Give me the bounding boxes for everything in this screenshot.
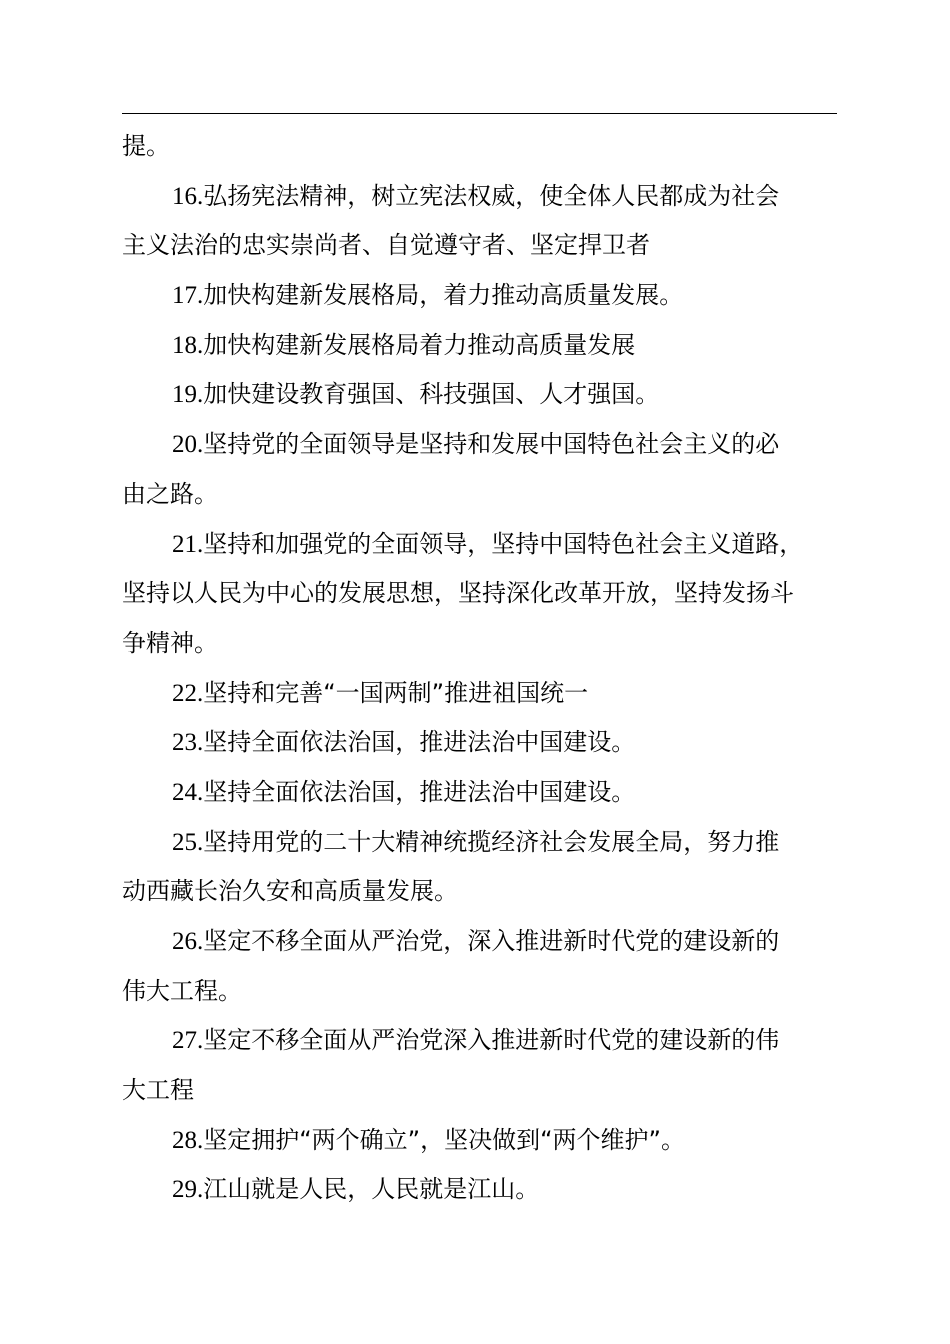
item-number: 21. — [172, 530, 204, 558]
line-text: 坚定不移全面从严治党深入推进新时代党的建设新的伟 — [203, 1026, 780, 1055]
item-number: 17. — [172, 282, 204, 310]
line-text: 坚持全面依法治国，推进法治中国建设。 — [203, 728, 636, 757]
paragraph-line — [122, 768, 837, 818]
paragraph-line — [122, 1066, 837, 1116]
paragraph-line — [122, 221, 837, 271]
paragraph-line — [122, 271, 837, 321]
line-text: 动西藏长治久安和高质量发展。 — [122, 877, 458, 906]
line-text: 弘扬宪法精神，树立宪法权威，使全体人民都成为社会 — [203, 181, 780, 210]
paragraph-line — [122, 172, 837, 222]
paragraph-line — [122, 867, 837, 917]
paragraph-line — [122, 619, 837, 669]
line-text: 坚定不移全面从严治党，深入推进新时代党的建设新的 — [203, 927, 780, 955]
line-text: 加快构建新发展格局着力推动高质量发展 — [203, 330, 636, 359]
line-text: 坚持和加强党的全面领导，坚持中国特色社会主义道路， — [203, 529, 804, 558]
paragraph-line — [122, 569, 837, 619]
paragraph-line — [122, 967, 837, 1017]
line-text: 坚持和完善“一国两制”推进祖国统一 — [203, 678, 589, 707]
item-number: 29. — [172, 1176, 204, 1204]
line-text: 加快构建新发展格局，着力推动高质量发展。 — [203, 281, 684, 310]
paragraph-line — [122, 669, 837, 719]
line-text: 坚持以人民为中心的发展思想，坚持深化改革开放，坚持发扬斗 — [122, 579, 794, 608]
paragraph-line — [122, 1016, 837, 1066]
line-text: 坚持用党的二十大精神统揽经济社会发展全局，努力推 — [203, 827, 780, 856]
item-number: 28. — [172, 1126, 204, 1154]
item-number: 16. — [172, 182, 204, 210]
document-body — [122, 122, 837, 1215]
line-text: 大工程 — [122, 1076, 194, 1105]
paragraph-line — [122, 321, 837, 371]
item-number: 22. — [172, 679, 204, 707]
line-text: 坚定拥护“两个确立”，坚决做到“两个维护”。 — [203, 1125, 685, 1154]
line-text: 主义法治的忠实崇尚者、自觉遵守者、坚定捍卫者 — [122, 231, 650, 260]
paragraph-line — [122, 470, 837, 520]
paragraph-line — [122, 1116, 837, 1166]
paragraph-line — [122, 818, 837, 868]
item-number: 24. — [172, 778, 204, 806]
line-text: 由之路。 — [122, 479, 218, 508]
paragraph-line — [122, 718, 837, 768]
item-number: 19. — [172, 381, 204, 409]
line-text: 坚持党的全面领导是坚持和发展中国特色社会主义的必 — [203, 430, 780, 459]
line-text: 加快建设教育强国、科技强国、人才强国。 — [203, 380, 660, 409]
header-rule — [122, 113, 837, 114]
paragraph-line — [122, 122, 837, 172]
line-text: 提。 — [122, 132, 170, 160]
item-number: 18. — [172, 331, 204, 359]
line-text: 争精神。 — [122, 628, 218, 657]
item-number: 27. — [172, 1027, 204, 1055]
line-text: 坚持全面依法治国，推进法治中国建设。 — [203, 777, 636, 806]
paragraph-line — [122, 370, 837, 420]
paragraph-line — [122, 1165, 837, 1215]
paragraph-line — [122, 520, 837, 570]
paragraph-line — [122, 420, 837, 470]
item-number: 23. — [172, 729, 204, 757]
item-number: 25. — [172, 828, 204, 856]
paragraph-line — [122, 917, 837, 967]
line-text: 伟大工程。 — [122, 976, 242, 1005]
item-number: 20. — [172, 431, 204, 459]
item-number: 26. — [172, 928, 204, 955]
line-text: 江山就是人民，人民就是江山。 — [203, 1175, 540, 1204]
